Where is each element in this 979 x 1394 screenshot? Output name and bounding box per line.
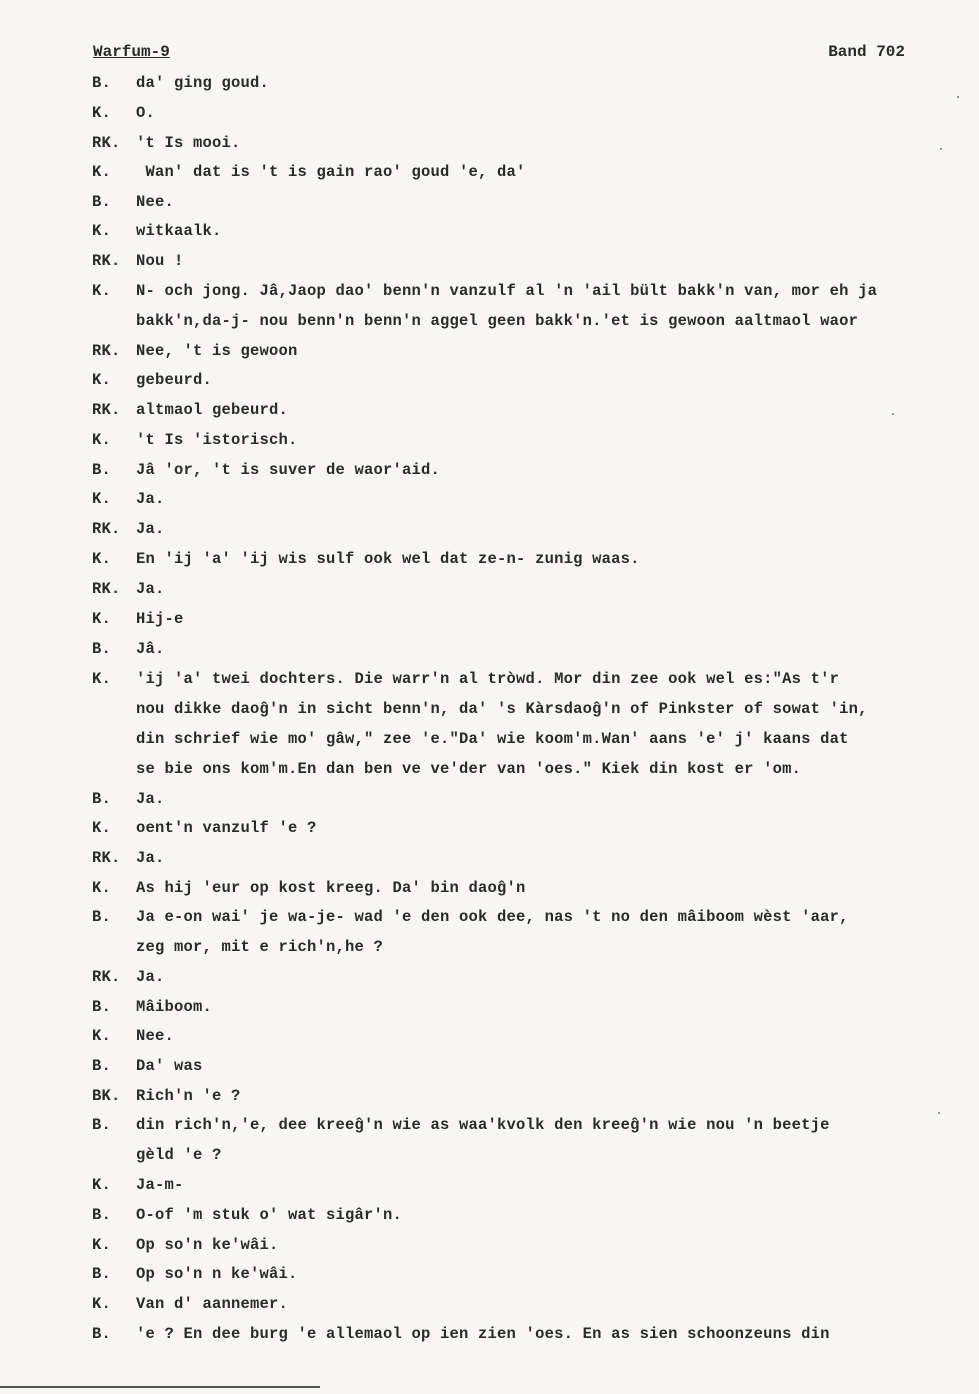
utterance-text: N- och jong. Jâ,Jaop dao' benn'n vanzulf al 'n 'ail bült bakk'n van, mor eh ja (136, 282, 878, 300)
transcript-line (92, 609, 962, 629)
speaker-label: K. (92, 610, 112, 628)
utterance-text: witkaalk. (136, 222, 222, 240)
transcript-line (92, 848, 962, 868)
transcript-line (92, 579, 962, 599)
utterance-text: Jâ 'or, 't is suver de waor'aid. (136, 461, 441, 479)
transcript-line (92, 878, 962, 898)
document-title: Warfum-9 (93, 43, 170, 61)
utterance-text: Ja. (136, 790, 165, 808)
utterance-text: Nou ! (136, 252, 184, 270)
transcript-line (136, 937, 979, 957)
transcript-line (92, 162, 962, 182)
utterance-text: As hij 'eur op kost kreeg. Da' bin daoĝ'n (136, 879, 526, 897)
transcript-line (92, 1175, 962, 1195)
speaker-label: RK. (92, 252, 121, 270)
speaker-label: K. (92, 104, 112, 122)
scan-speck (940, 148, 942, 150)
speaker-label: B. (92, 193, 112, 211)
transcript-line (136, 759, 979, 779)
speaker-label: K. (92, 222, 112, 240)
utterance-text: Van d' aannemer. (136, 1295, 289, 1313)
transcript-line (92, 1115, 962, 1135)
utterance-text: Ja. (136, 580, 165, 598)
utterance-text: Ja. (136, 520, 165, 538)
speaker-label: K. (92, 371, 112, 389)
utterance-text: Hij-e (136, 610, 184, 628)
transcript-line (92, 251, 962, 271)
scan-speck (892, 413, 894, 415)
transcript-line (92, 967, 962, 987)
speaker-label: RK. (92, 342, 121, 360)
speaker-label: K. (92, 1295, 112, 1313)
utterance-text: se bie ons kom'm.En dan ben ve ve'der van 'oes." Kiek din kost er 'om. (136, 760, 802, 778)
utterance-text: Ja-m- (136, 1176, 184, 1194)
utterance-text: gèld 'e ? (136, 1146, 222, 1164)
utterance-text: Jâ. (136, 640, 165, 658)
speaker-label: B. (92, 998, 112, 1016)
utterance-text: Wan' dat is 't is gain rao' goud 'e, da' (136, 163, 526, 181)
speaker-label: RK. (92, 849, 121, 867)
utterance-text: nou dikke daoĝ'n in sicht benn'n, da' 's Kàrsdaoĝ'n of Pinkster of sowat 'in, (136, 700, 868, 718)
speaker-label: RK. (92, 401, 121, 419)
speaker-label: RK. (92, 580, 121, 598)
transcript-line (92, 519, 962, 539)
speaker-label: B. (92, 1325, 112, 1343)
utterance-text: Ja. (136, 968, 165, 986)
transcript-line (92, 400, 962, 420)
utterance-text: 't Is mooi. (136, 134, 241, 152)
transcript-line (92, 341, 962, 361)
utterance-text: En 'ij 'a' 'ij wis sulf ook wel dat ze-n- zunig waas. (136, 550, 640, 568)
utterance-text: Ja e-on wai' je wa-je- wad 'e den ook dee, nas 't no den mâiboom wèst 'aar, (136, 908, 849, 926)
utterance-text: O. (136, 104, 156, 122)
speaker-label: B. (92, 790, 112, 808)
speaker-label: B. (92, 1057, 112, 1075)
speaker-label: B. (92, 74, 112, 92)
speaker-label: K. (92, 670, 112, 688)
transcript-line (92, 789, 962, 809)
utterance-text: Nee, 't is gewoon (136, 342, 298, 360)
transcript-line (92, 549, 962, 569)
transcript-line (92, 370, 962, 390)
speaker-label: RK. (92, 134, 121, 152)
transcript-line (92, 818, 962, 838)
utterance-text: din schrief wie mo' gâw," zee 'e."Da' wie koom'm.Wan' aans 'e' j' kaans dat (136, 730, 849, 748)
speaker-label: B. (92, 1265, 112, 1283)
utterance-text: gebeurd. (136, 371, 213, 389)
speaker-label: K. (92, 490, 112, 508)
transcript-line (92, 1324, 962, 1344)
utterance-text: 'ij 'a' twei dochters. Die warr'n al tròwd. Mor din zee ook wel es:"As t'r (136, 670, 840, 688)
transcript-line (92, 221, 962, 241)
bottom-rule (0, 1386, 320, 1388)
speaker-label: RK. (92, 968, 121, 986)
utterance-text: Mâiboom. (136, 998, 213, 1016)
transcript-line (92, 639, 962, 659)
speaker-label: K. (92, 550, 112, 568)
transcript-line (136, 729, 979, 749)
speaker-label: K. (92, 1176, 112, 1194)
transcript-line (92, 1235, 962, 1255)
speaker-label: B. (92, 908, 112, 926)
transcript-line (92, 460, 962, 480)
utterance-text: Rich'n 'e ? (136, 1087, 241, 1105)
utterance-text: Op so'n n ke'wâi. (136, 1265, 298, 1283)
utterance-text: Nee. (136, 193, 175, 211)
speaker-label: B. (92, 640, 112, 658)
utterance-text: bakk'n,da-j- nou benn'n benn'n aggel geen bakk'n.'et is gewoon aaltmaol waor (136, 312, 859, 330)
transcript-line (136, 1145, 979, 1165)
utterance-text: Da' was (136, 1057, 203, 1075)
speaker-label: B. (92, 1116, 112, 1134)
utterance-text: oent'n vanzulf 'e ? (136, 819, 317, 837)
transcript-line (92, 1205, 962, 1225)
utterance-text: Op so'n ke'wâi. (136, 1236, 279, 1254)
transcript-line (92, 1294, 962, 1314)
speaker-label: B. (92, 1206, 112, 1224)
transcript-line (92, 192, 962, 212)
transcript-line (92, 669, 962, 689)
scan-speck (938, 1112, 940, 1114)
transcript-line (92, 997, 962, 1017)
utterance-text: din rich'n,'e, dee kreeĝ'n wie as waa'kvolk den kreeĝ'n wie nou 'n beetje (136, 1116, 830, 1134)
transcript-line (92, 1056, 962, 1076)
utterance-text: Nee. (136, 1027, 175, 1045)
speaker-label: B. (92, 461, 112, 479)
speaker-label: K. (92, 879, 112, 897)
transcript-line (92, 1026, 962, 1046)
utterance-text: altmaol gebeurd. (136, 401, 289, 419)
speaker-label: K. (92, 1236, 112, 1254)
transcript-line (92, 1086, 962, 1106)
transcript-line (136, 311, 979, 331)
transcript-line (92, 1264, 962, 1284)
speaker-label: K. (92, 819, 112, 837)
transcript-line (92, 73, 962, 93)
transcript-line (92, 489, 962, 509)
scan-speck (957, 96, 959, 98)
utterance-text: zeg mor, mit e rich'n,he ? (136, 938, 384, 956)
transcript-line (136, 699, 979, 719)
band-number: Band 702 (828, 43, 905, 61)
transcript-line (92, 133, 962, 153)
speaker-label: K. (92, 1027, 112, 1045)
speaker-label: K. (92, 282, 112, 300)
transcript-line (92, 103, 962, 123)
utterance-text: 'e ? En dee burg 'e allemaol op ien zien 'oes. En as sien schoonzeuns din (136, 1325, 830, 1343)
utterance-text: 't Is 'istorisch. (136, 431, 298, 449)
utterance-text: Ja. (136, 849, 165, 867)
transcript-line (92, 430, 962, 450)
speaker-label: RK. (92, 520, 121, 538)
utterance-text: Ja. (136, 490, 165, 508)
speaker-label: K. (92, 431, 112, 449)
transcript-line (92, 907, 962, 927)
speaker-label: BK. (92, 1087, 121, 1105)
speaker-label: K. (92, 163, 112, 181)
utterance-text: O-of 'm stuk o' wat sigâr'n. (136, 1206, 403, 1224)
transcript-line (92, 281, 962, 301)
utterance-text: da' ging goud. (136, 74, 270, 92)
